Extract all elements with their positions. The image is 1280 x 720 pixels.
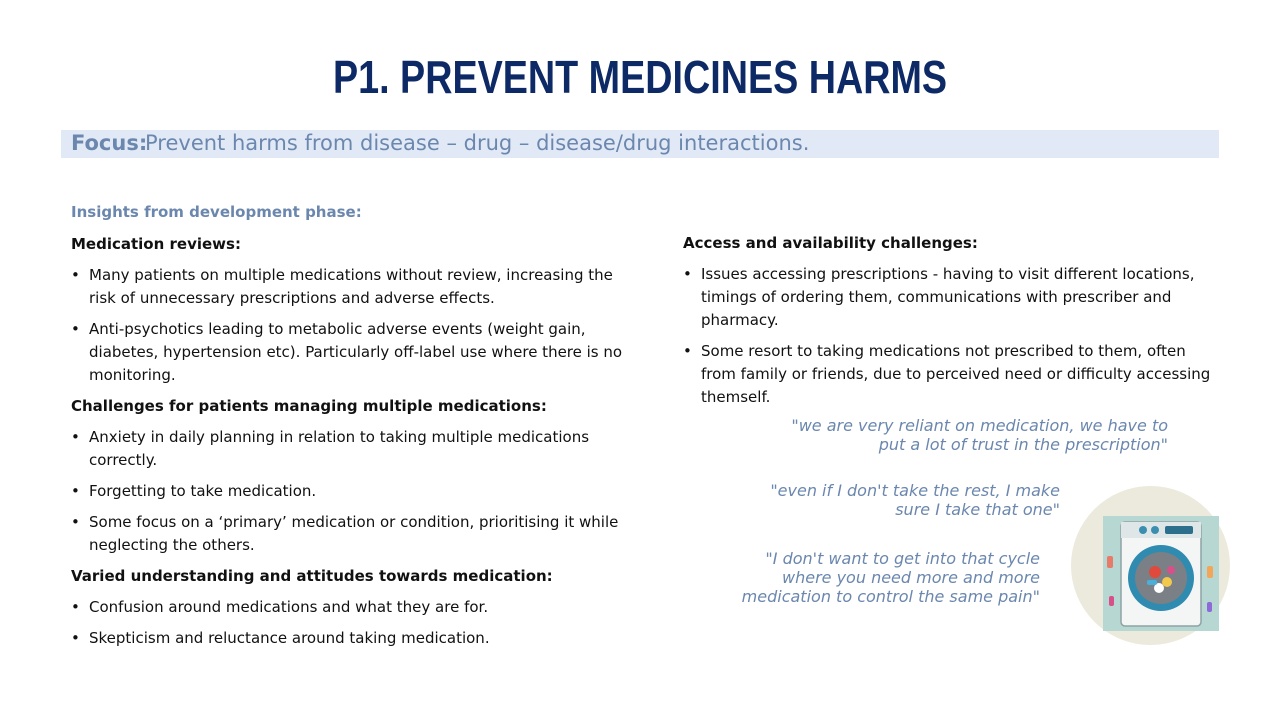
section-heading-multiple-medications: Challenges for patients managing multiple medications: — [71, 397, 547, 415]
list-item: • Anxiety in daily planning in relation to taking multiple medications correctly. — [71, 428, 590, 469]
bullet-icon: • — [71, 482, 80, 500]
bullet-icon: • — [71, 320, 80, 338]
list-item: • Skepticism and reluctance around taking medication. — [71, 627, 641, 650]
medication-reviews-list — [71, 264, 641, 387]
list-item: • Issues accessing prescriptions - having to visit different locations, timings of ordering them, communications with prescriber and pharmacy. — [683, 265, 1195, 329]
section-heading-access: Access and availability challenges: — [683, 234, 978, 252]
list-item: • Many patients on multiple medications without review, increasing the risk of unnecessary prescriptions and adverse effects. — [71, 266, 613, 307]
list-item: • Some focus on a ‘primary’ medication or condition, prioritising it while neglecting the others. — [71, 513, 619, 554]
bullet-icon: • — [71, 629, 80, 647]
bullet-icon: • — [683, 265, 692, 283]
washing-machine-icon — [1103, 516, 1219, 631]
page-title: P1. PREVENT MEDICINES HARMS — [332, 51, 948, 103]
list-item: • Confusion around medications and what they are for. — [71, 596, 641, 619]
right-column — [683, 232, 1223, 417]
bullet-icon: • — [71, 598, 80, 616]
bullet-icon: • — [71, 266, 80, 284]
focus-text: Prevent harms from disease – drug – disease/drug interactions. — [145, 131, 810, 155]
bullet-icon: • — [71, 513, 80, 531]
bullet-icon: • — [683, 342, 692, 360]
bullet-icon: • — [71, 428, 80, 446]
quote-reliant: "we are very reliant on medication, we have to put a lot of trust in the prescription" — [791, 416, 1168, 454]
washing-machine-illustration — [1103, 516, 1219, 631]
access-list — [683, 263, 1223, 409]
list-item: • Anti-psychotics leading to metabolic adverse events (weight gain, diabetes, hypertension etc). Particularly off-label use where there is no monitoring. — [71, 320, 623, 384]
left-column — [71, 233, 641, 658]
list-item: • Forgetting to take medication. — [71, 480, 641, 503]
section-heading-attitudes: Varied understanding and attitudes towards medication: — [71, 567, 553, 585]
section-heading-medication-reviews: Medication reviews: — [71, 235, 241, 253]
focus-bar — [61, 130, 1219, 158]
attitudes-list — [71, 596, 641, 650]
focus-label: Focus: — [71, 131, 148, 155]
quote-cycle: "I don't want to get into that cycle where you need more and more medication to control the same pain" — [741, 549, 1040, 606]
insights-heading: Insights from development phase: — [71, 203, 362, 221]
multiple-medications-list — [71, 426, 641, 557]
list-item: • Some resort to taking medications not prescribed to them, often from family or friends, due to perceived need or difficulty accessing themself. — [683, 342, 1211, 406]
quote-take-that-one: "even if I don't take the rest, I make sure I take that one" — [770, 481, 1060, 519]
